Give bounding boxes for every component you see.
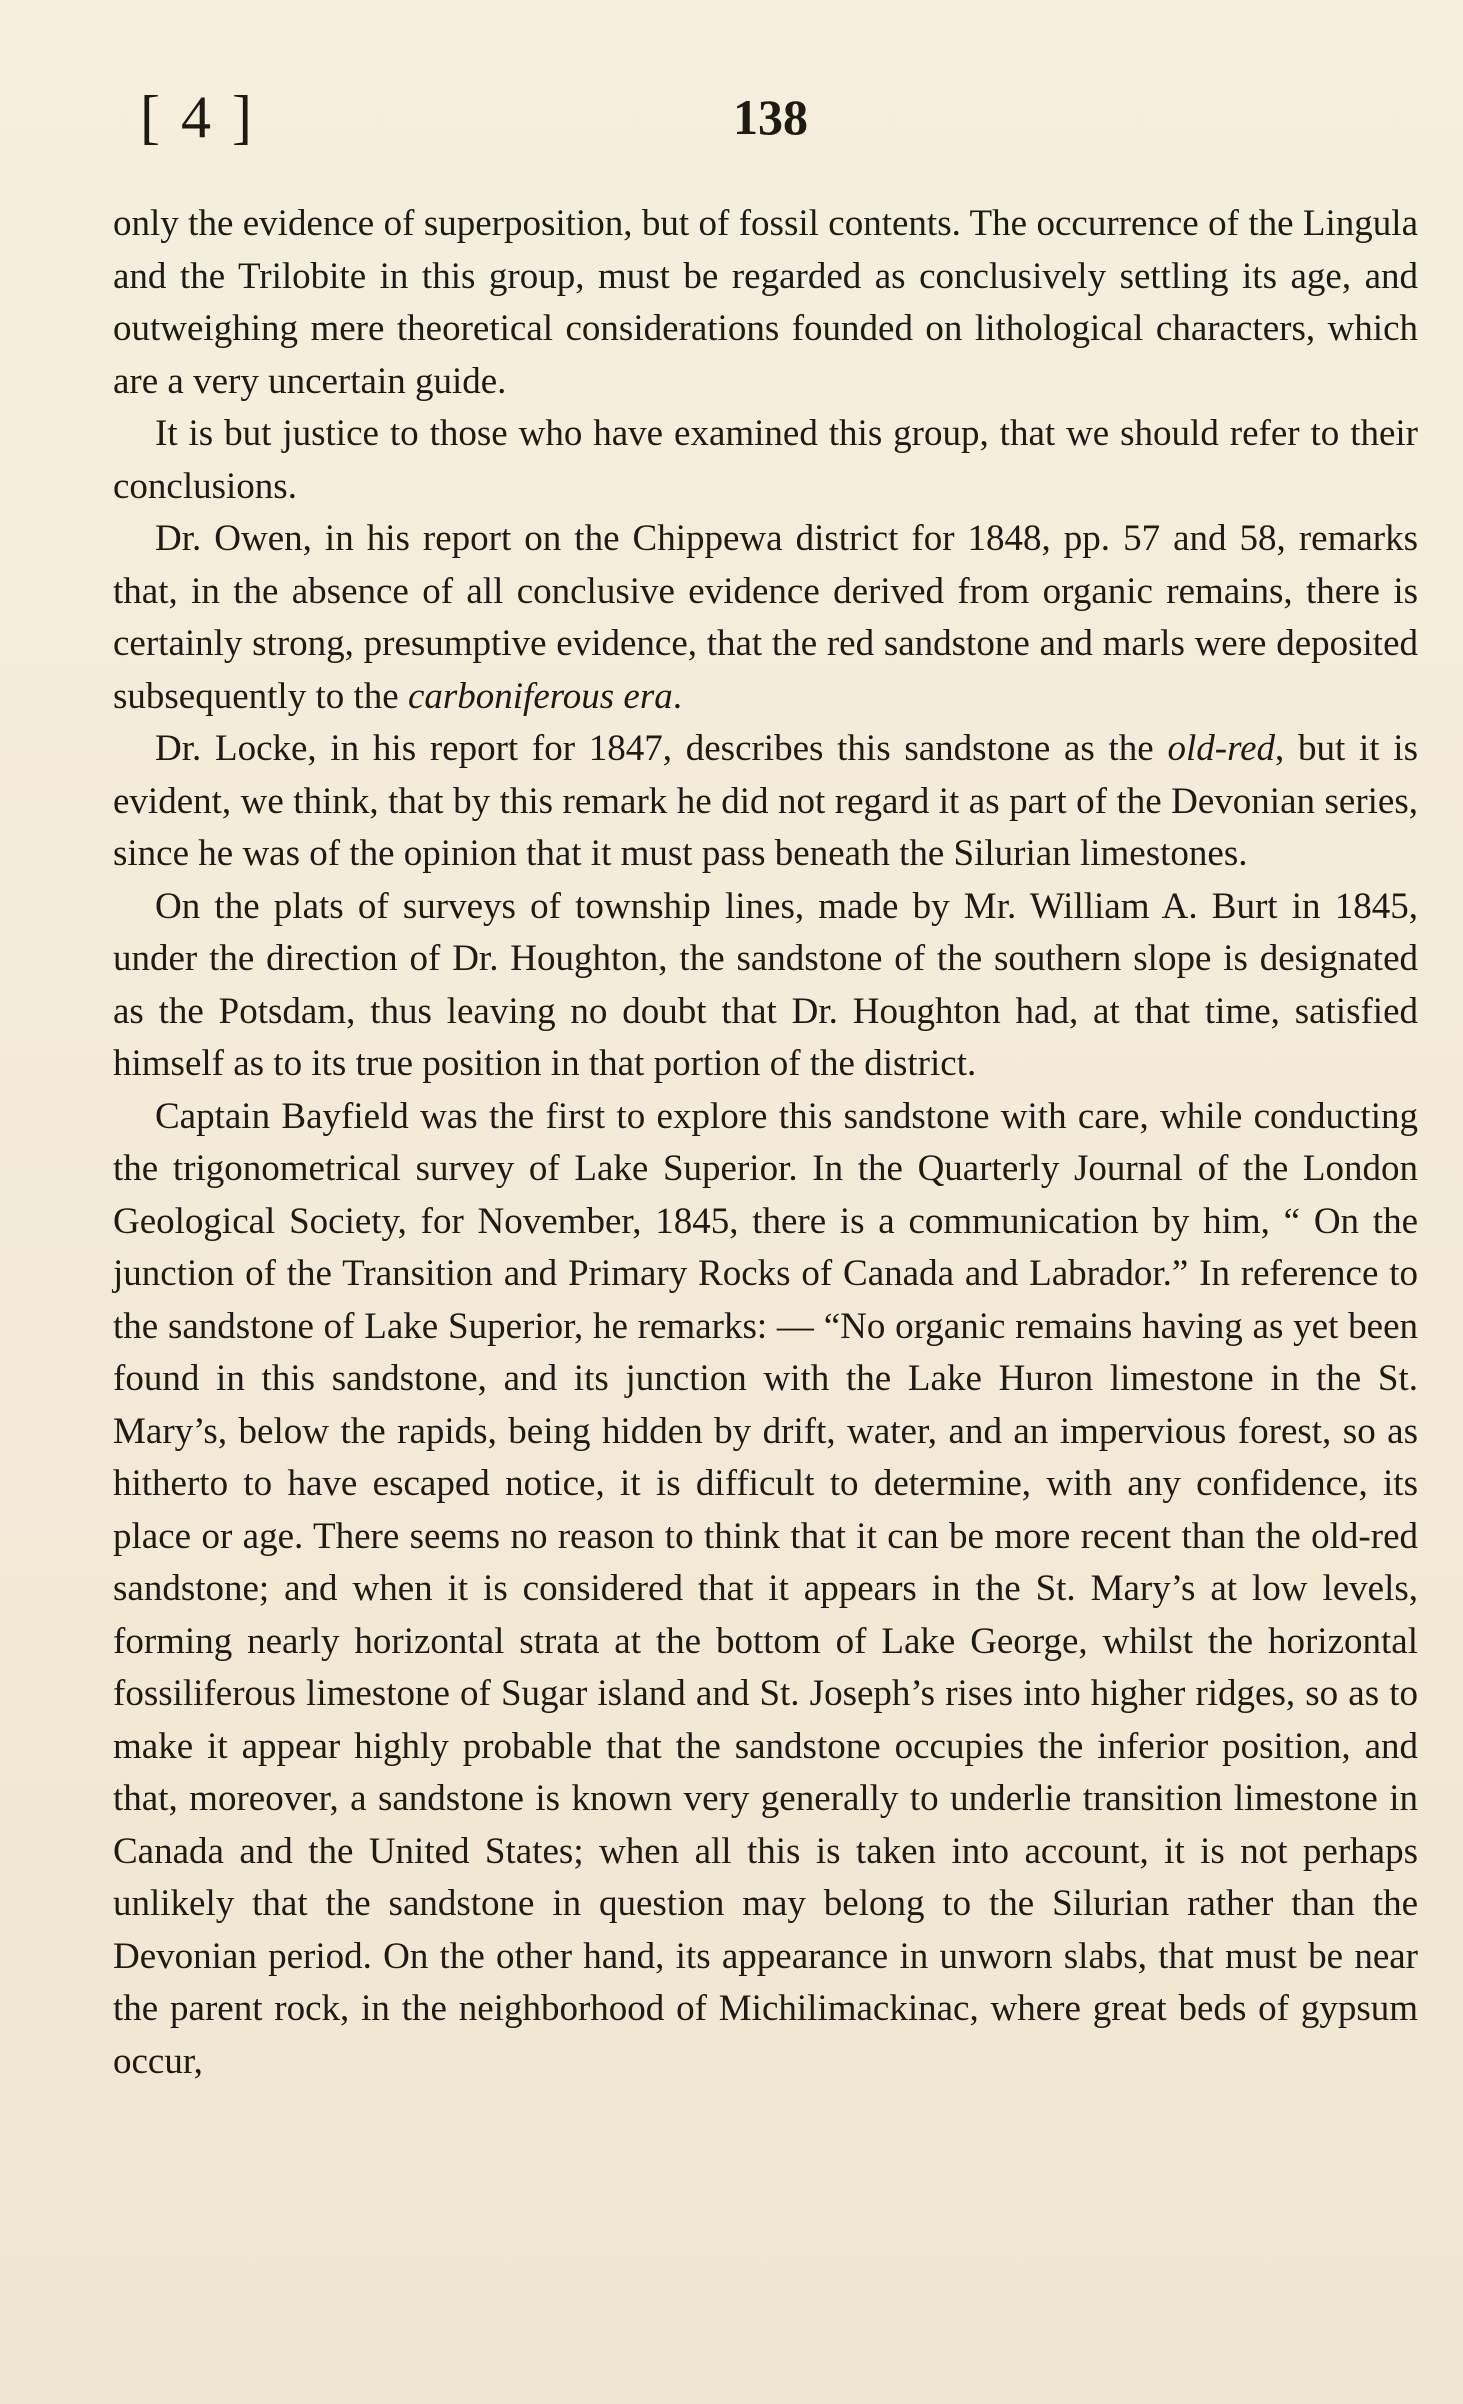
paragraph-text: Dr. Owen, in his report on the Chippewa district for 1848, pp. 57 and 58, remarks that, in the absence of all conclusive evidence derived from organic remains, there is certainly strong, presumptive evidence, that the red sandstone and marls were deposited subsequently to the: [113, 518, 1418, 717]
paragraph-text-after: .: [672, 675, 682, 717]
paragraph-4: [113, 723, 1418, 881]
paragraph-6: [113, 1091, 1418, 2089]
paragraph-text: It is but justice to those who have examined this group, that we should refer to their conclusions.: [113, 413, 1418, 507]
paragraph-1: [113, 198, 1418, 408]
paragraph-text-after: , but it is evident, we think, that by this remark he did not regard it as part of the Devonian series, since he was of the opinion that it must pass beneath the Silurian limestones.: [113, 728, 1418, 874]
page-number: 138: [733, 89, 808, 145]
italic-term: carboniferous era: [407, 675, 673, 717]
page-header: [0, 82, 1463, 152]
italic-term: old-red: [1167, 728, 1276, 769]
paragraph-text: Dr. Locke, in his report for 1847, describes this sandstone as the: [155, 728, 1168, 769]
paragraph-text: Captain Bayfield was the first to explore this sandstone with care, while conducting the trigonometrical survey of Lake Superior. In the Quarterly Journal of the London Geological Society, for November, 1845, there is a communication by him, “ On the junction of the Transition and Primary Rocks of Canada and Labrador.” In reference to the sandstone of Lake Superior, he remarks: — “No organic remains having as yet been found in this sandstone, and its junction with the Lake Huron limestone in the St. Mary’s, below the rapids, being hidden by drift, water, and an impervious forest, so as hitherto to have escaped notice, it is difficult to determine, with any confidence, its place or age. There seems no reason to think that it can be more recent than the old-red sandstone; and when it is considered that it appears in the St. Mary’s at low levels, forming nearly horizontal strata at the bottom of Lake George, whilst the horizontal fossiliferous limestone of Sugar island and St. Joseph’s rises into higher ridges, so as to make it appear highly probable that the sandstone occupies the inferior position, and that, moreover, a sandstone is known very generally to underlie transition limestone in Canada and the United States; when all this is taken into account, it is not perhaps unlikely that the sandstone in question may belong to the Silurian rather than the Devonian period. On the other hand, its appearance in unworn slabs, that must be near the parent rock, in the neighborhood of Michilimackinac, where great beds of gypsum occur,: [113, 1095, 1418, 2082]
paragraph-2: [113, 408, 1418, 513]
paragraph-text: only the evidence of superposition, but of fossil contents. The occurrence of the Lingula and the Trilobite in this group, must be regarded as conclusively settling its age, and outweighing mere theoretical considerations founded on lithological characters, which are a very uncertain guide.: [113, 203, 1418, 402]
paragraph-3: [113, 513, 1418, 723]
document-reference: [ 4 ]: [140, 84, 255, 150]
body-text: [113, 198, 1418, 2088]
paragraph-text: On the plats of surveys of township lines, made by Mr. William A. Burt in 1845, under the direction of Dr. Houghton, the sandstone of the southern slope is designated as the Potsdam, thus leaving no doubt that Dr. Houghton had, at that time, satisfied himself as to its true position in that portion of the district.: [113, 885, 1418, 1084]
paragraph-5: [113, 881, 1418, 1091]
